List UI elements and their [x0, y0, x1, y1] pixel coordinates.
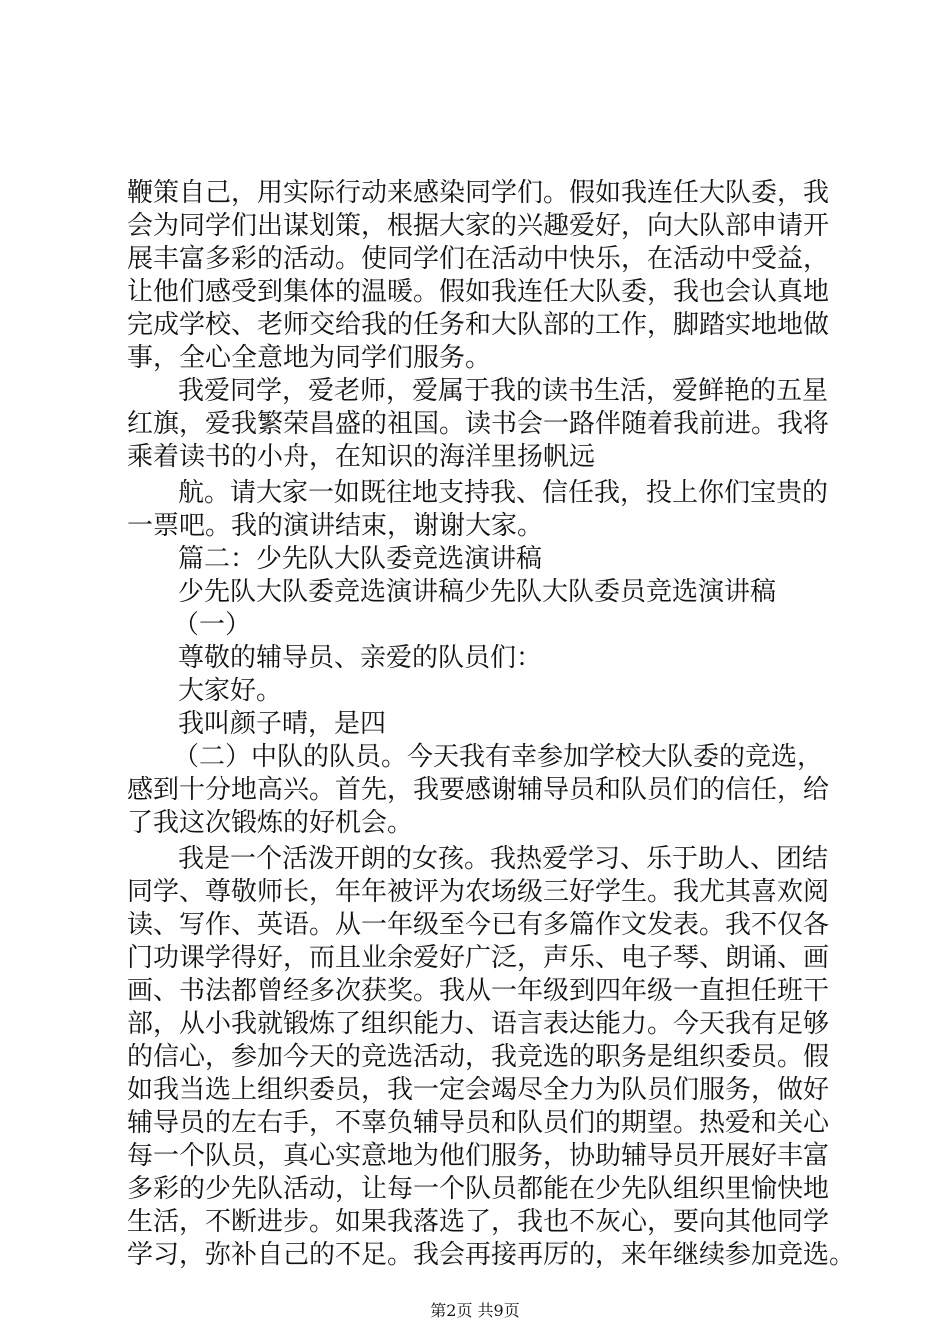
text-line: （一）: [173, 610, 252, 640]
text-line: 辅导员的左右手，不辜负辅导员和队员们的期望。热爱和关心: [127, 1108, 830, 1138]
text-line: 会为同学们出谋划策，根据大家的兴趣爱好，向大队部申请开: [127, 211, 830, 241]
text-line: 我爱同学，爱老师，爱属于我的读书生活，爱鲜艳的五星: [178, 376, 829, 406]
text-line: 门功课学得好，而且业余爱好广泛，声乐、电子琴、朗诵、画: [127, 943, 830, 973]
text-line: 画、书法都曾经多次获奖。我从一年级到四年级一直担任班干: [127, 976, 830, 1006]
text-line: 的信心，参加今天的竞选活动，我竞选的职务是组织委员。假: [127, 1042, 830, 1072]
text-line: 让他们感受到集体的温暖。假如我连任大队委，我也会认真地: [127, 277, 830, 307]
text-line: 鞭策自己，用实际行动来感染同学们。假如我连任大队委，我: [127, 178, 830, 208]
text-line: 生活，不断进步。如果我落选了，我也不灰心，要向其他同学: [127, 1207, 830, 1237]
text-line: 一票吧。我的演讲结束，谢谢大家。: [127, 511, 544, 541]
text-line: 红旗，爱我繁荣昌盛的祖国。读书会一路伴随着我前进。我将: [127, 409, 830, 439]
text-line: （二）中队的队员。今天我有幸参加学校大队委的竞选，: [173, 742, 824, 772]
text-line: 多彩的少先队活动，让每一个队员都能在少先队组织里愉快地: [127, 1174, 830, 1204]
text-line: 展丰富多彩的活动。使同学们在活动中快乐，在活动中受益，: [127, 244, 830, 274]
text-line: 少先队大队委竞选演讲稿少先队大队委员竞选演讲稿: [178, 577, 777, 607]
text-line: 如我当选上组织委员，我一定会竭尽全力为队员们服务，做好: [127, 1075, 830, 1105]
text-line: 同学、尊敬师长，年年被评为农场级三好学生。我尤其喜欢阅: [127, 877, 830, 907]
text-line: 我叫颜子晴，是四: [178, 709, 387, 739]
text-line: 每一个队员，真心实意地为他们服务，协助辅导员开展好丰富: [127, 1141, 830, 1171]
page-indicator: 第2页 共9页: [430, 1301, 520, 1320]
text-line: 大家好。: [178, 676, 283, 706]
text-line: 事，全心全意地为同学们服务。: [127, 343, 492, 373]
text-line: 感到十分地高兴。首先，我要感谢辅导员和队员们的信任，给: [127, 775, 830, 805]
text-line: 航。请大家一如既往地支持我、信任我，投上你们宝贵的: [178, 478, 829, 508]
text-line: 乘着读书的小舟，在知识的海洋里扬帆远: [127, 442, 596, 472]
text-line: 了我这次锻炼的好机会。: [127, 808, 414, 838]
text-line: 学习，弥补自己的不足。我会再接再厉的，来年继续参加竞选。: [127, 1240, 856, 1270]
text-line: 尊敬的辅导员、亲爱的队员们：: [178, 643, 543, 673]
text-line: 我是一个活泼开朗的女孩。我热爱学习、乐于助人、团结: [178, 844, 829, 874]
text-line: 部，从小我就锻炼了组织能力、语言表达能力。今天我有足够: [127, 1009, 830, 1039]
text-line: 完成学校、老师交给我的任务和大队部的工作，脚踏实地地做: [127, 310, 830, 340]
text-line: 读、写作、英语。从一年级至今已有多篇作文发表。我不仅各: [127, 910, 830, 940]
section-heading: 篇二：少先队大队委竞选演讲稿: [178, 544, 543, 574]
